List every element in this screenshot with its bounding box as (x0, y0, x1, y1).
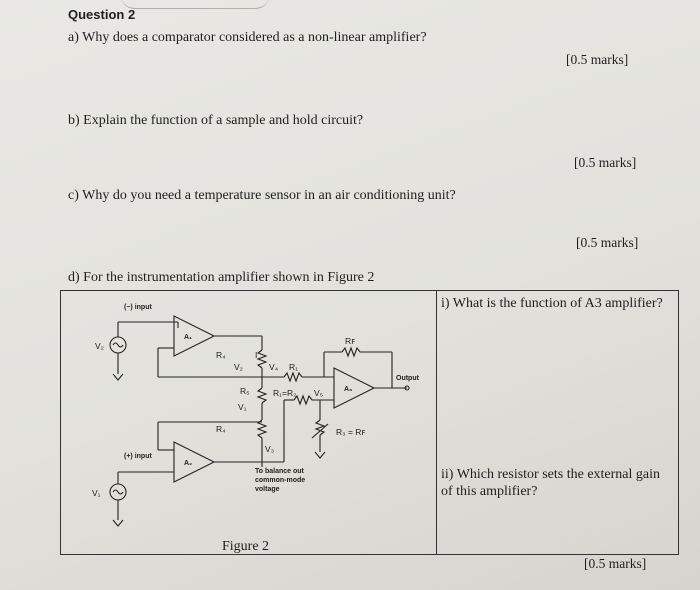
question-c-text: c) Why do you need a temperature sensor in an air conditioning unit? (68, 188, 456, 203)
r4-top-label: R₄ (216, 350, 226, 360)
v3-label: V₃ (265, 444, 275, 454)
r4-bottom-label: R₄ (216, 424, 226, 434)
v1-source-label: V₁ (92, 488, 101, 498)
r5-label: R₅ (240, 386, 250, 396)
v2-source-label: V₂ (95, 341, 104, 351)
plus-input-label: (+) input (124, 453, 152, 460)
v5-label: V₅ (314, 388, 324, 398)
output-label: Output (396, 375, 419, 382)
question-b-marks: [0.5 marks] (574, 155, 637, 170)
question-d-sub-ii: ii) Which resistor sets the external gain of this amplifier? (441, 467, 661, 499)
faint-pen-mark (120, 0, 270, 9)
note-line-3: voltage (255, 486, 280, 493)
a1-label: A₁ (184, 334, 192, 341)
v2-mid-label: V₂ (234, 362, 243, 372)
question-d-sub-i: i) What is the function of A3 amplifier? (441, 296, 663, 311)
note-line-1: To balance out (255, 468, 304, 475)
instrumentation-amplifier-diagram (62, 292, 436, 553)
question-c-marks: [0.5 marks] (576, 235, 639, 250)
question-b-text: b) Explain the function of a sample and hold circuit? (68, 113, 364, 128)
figure-caption: Figure 2 (222, 539, 270, 554)
a2-label: A₂ (184, 460, 193, 467)
question-a-text: a) Why does a comparator considered as a non-linear amplifier? (68, 30, 427, 45)
v4-label: V₄ (269, 362, 279, 372)
figure-table-divider (436, 290, 437, 554)
question-a-marks: [0.5 marks] (566, 52, 629, 67)
v1-mid-label: V₁ (238, 402, 247, 412)
r1-r2-label: R₁=R₂ (273, 388, 297, 398)
minus-input-label: (−) input (124, 304, 152, 311)
a1-opamp (174, 316, 214, 356)
current-label: I (255, 350, 258, 360)
question-d-marks: [0.5 marks] (584, 556, 647, 571)
note-line-2: common-mode (255, 477, 306, 484)
a3-label: A₃ (344, 386, 353, 393)
a3-opamp (334, 368, 374, 408)
r1-label: R₁ (289, 362, 299, 372)
a2-opamp (174, 442, 214, 482)
question-title: Question 2 (68, 7, 136, 22)
rf-label: Rꜰ (345, 336, 356, 346)
question-d-text: d) For the instrumentation amplifier shown in Figure 2 (68, 270, 375, 285)
r3-rf-label: R₃ = Rꜰ (336, 427, 366, 437)
